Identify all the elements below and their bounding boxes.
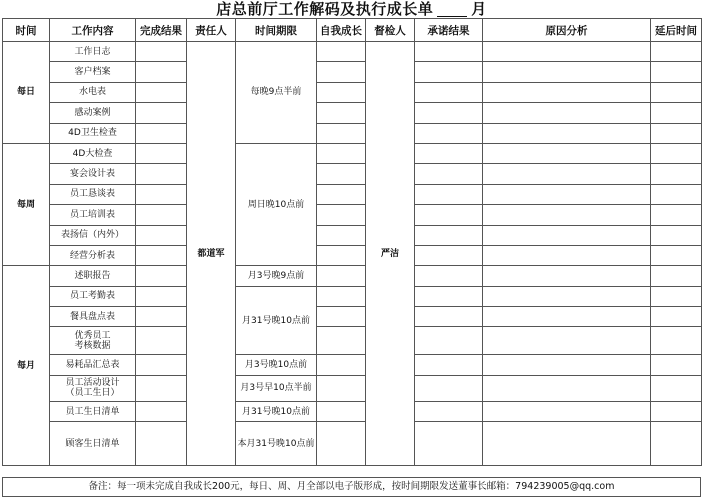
result-cell[interactable] [136, 143, 187, 163]
promise-cell[interactable] [415, 307, 483, 327]
result-cell[interactable] [136, 123, 187, 143]
table-row [3, 307, 702, 327]
task-cell: 员工恳谈表 [50, 184, 136, 204]
table-row [3, 164, 702, 184]
header-row [3, 19, 702, 42]
promise-cell[interactable] [415, 245, 483, 265]
delay-cell[interactable] [651, 103, 702, 123]
self-growth-cell[interactable] [317, 123, 366, 143]
self-growth-cell[interactable] [317, 355, 366, 375]
cause-cell[interactable] [483, 103, 651, 123]
cause-cell[interactable] [483, 375, 651, 401]
result-cell[interactable] [136, 245, 187, 265]
table-row [3, 103, 702, 123]
cause-cell[interactable] [483, 123, 651, 143]
cause-cell[interactable] [483, 266, 651, 286]
task-cell: 餐具盘点表 [50, 307, 136, 327]
deadline-m5: 月31号晚10点前 [236, 401, 317, 421]
self-growth-cell[interactable] [317, 375, 366, 401]
delay-cell[interactable] [651, 42, 702, 62]
cause-cell[interactable] [483, 164, 651, 184]
delay-cell[interactable] [651, 286, 702, 306]
delay-cell[interactable] [651, 62, 702, 82]
table-row [3, 375, 702, 401]
result-cell[interactable] [136, 103, 187, 123]
cause-cell[interactable] [483, 82, 651, 102]
delay-cell[interactable] [651, 375, 702, 401]
promise-cell[interactable] [415, 401, 483, 421]
self-growth-cell[interactable] [317, 225, 366, 245]
task-cell: 宴会设计表 [50, 164, 136, 184]
result-cell[interactable] [136, 62, 187, 82]
inspector-cell: 严洁 [366, 42, 415, 466]
promise-cell[interactable] [415, 327, 483, 355]
result-cell[interactable] [136, 307, 187, 327]
task-cell: 经营分析表 [50, 245, 136, 265]
table-row [3, 266, 702, 286]
cause-cell[interactable] [483, 355, 651, 375]
cause-cell[interactable] [483, 286, 651, 306]
deadline-m1: 月3号晚9点前 [236, 266, 317, 286]
table-row [3, 245, 702, 265]
self-growth-cell[interactable] [317, 286, 366, 306]
table-row [3, 401, 702, 421]
task-cell: 水电表 [50, 82, 136, 102]
group-weekly: 每周 [3, 143, 50, 265]
result-cell[interactable] [136, 42, 187, 62]
cause-cell[interactable] [483, 143, 651, 163]
table-row [3, 123, 702, 143]
promise-cell[interactable] [415, 123, 483, 143]
task-cell: 4D大检查 [50, 143, 136, 163]
task-cell: 4D卫生检查 [50, 123, 136, 143]
delay-cell[interactable] [651, 123, 702, 143]
cause-cell[interactable] [483, 245, 651, 265]
promise-cell[interactable] [415, 184, 483, 204]
table-row [3, 205, 702, 225]
self-growth-cell[interactable] [317, 103, 366, 123]
header-deadline: 时间期限 [236, 19, 317, 42]
self-growth-cell[interactable] [317, 82, 366, 102]
task-cell: 员工生日清单 [50, 401, 136, 421]
task-cell: 工作日志 [50, 42, 136, 62]
deadline-weekly: 周日晚10点前 [236, 143, 317, 265]
table-row [3, 82, 702, 102]
deadline-m6: 本月31号晚10点前 [236, 422, 317, 466]
responsible-cell: 都道军 [187, 42, 236, 466]
cause-cell[interactable] [483, 327, 651, 355]
promise-cell[interactable] [415, 286, 483, 306]
header-promise: 承诺结果 [415, 19, 483, 42]
self-growth-cell[interactable] [317, 327, 366, 355]
promise-cell[interactable] [415, 422, 483, 466]
promise-cell[interactable] [415, 62, 483, 82]
self-growth-cell[interactable] [317, 42, 366, 62]
result-cell[interactable] [136, 205, 187, 225]
cause-cell[interactable] [483, 62, 651, 82]
self-growth-cell[interactable] [317, 164, 366, 184]
promise-cell[interactable] [415, 164, 483, 184]
header-inspector: 督检人 [366, 19, 415, 42]
table-row [3, 143, 702, 163]
delay-cell[interactable] [651, 307, 702, 327]
result-cell[interactable] [136, 164, 187, 184]
table-row [3, 225, 702, 245]
page-title [0, 0, 703, 18]
deadline-m3: 月3号晚10点前 [236, 355, 317, 375]
delay-cell[interactable] [651, 266, 702, 286]
table-row [3, 62, 702, 82]
self-growth-cell[interactable] [317, 422, 366, 466]
cause-cell[interactable] [483, 184, 651, 204]
result-cell[interactable] [136, 355, 187, 375]
delay-cell[interactable] [651, 355, 702, 375]
task-table [2, 18, 702, 466]
title-text: 店总前厅工作解码及执行成长单 [216, 0, 434, 18]
promise-cell[interactable] [415, 225, 483, 245]
month-blank[interactable] [437, 4, 467, 17]
task-cell: 员工考勤表 [50, 286, 136, 306]
result-cell[interactable] [136, 225, 187, 245]
cause-cell[interactable] [483, 225, 651, 245]
header-delay: 延后时间 [651, 19, 702, 42]
table-row [3, 42, 702, 62]
task-cell: 感动案例 [50, 103, 136, 123]
result-cell[interactable] [136, 401, 187, 421]
promise-cell[interactable] [415, 266, 483, 286]
delay-cell[interactable] [651, 184, 702, 204]
header-cause: 原因分析 [483, 19, 651, 42]
cause-cell[interactable] [483, 422, 651, 466]
cause-cell[interactable] [483, 42, 651, 62]
delay-cell[interactable] [651, 327, 702, 355]
cause-cell[interactable] [483, 401, 651, 421]
task-cell: 顾客生日清单 [50, 422, 136, 466]
table-row [3, 327, 702, 355]
task-cell: 员工活动设计 （员工生日） [50, 375, 136, 401]
group-daily: 每日 [3, 42, 50, 144]
delay-cell[interactable] [651, 422, 702, 466]
header-content: 工作内容 [50, 19, 136, 42]
result-cell[interactable] [136, 375, 187, 401]
delay-cell[interactable] [651, 82, 702, 102]
promise-cell[interactable] [415, 375, 483, 401]
result-cell[interactable] [136, 266, 187, 286]
table-row [3, 184, 702, 204]
result-cell[interactable] [136, 184, 187, 204]
result-cell[interactable] [136, 82, 187, 102]
table-row [3, 422, 702, 466]
header-self-growth: 自我成长 [317, 19, 366, 42]
promise-cell[interactable] [415, 42, 483, 62]
self-growth-cell[interactable] [317, 205, 366, 225]
header-result: 完成结果 [136, 19, 187, 42]
table-row [3, 355, 702, 375]
result-cell[interactable] [136, 422, 187, 466]
self-growth-cell[interactable] [317, 401, 366, 421]
header-responsible: 责任人 [187, 19, 236, 42]
task-cell: 优秀员工 考核数据 [50, 327, 136, 355]
group-monthly: 每月 [3, 266, 50, 466]
task-cell: 述职报告 [50, 266, 136, 286]
self-growth-cell[interactable] [317, 62, 366, 82]
promise-cell[interactable] [415, 143, 483, 163]
title-month: 月 [471, 0, 487, 18]
delay-cell[interactable] [651, 401, 702, 421]
self-growth-cell[interactable] [317, 143, 366, 163]
deadline-m2: 月31号晚10点前 [236, 286, 317, 355]
promise-cell[interactable] [415, 103, 483, 123]
delay-cell[interactable] [651, 225, 702, 245]
deadline-daily: 每晚9点半前 [236, 42, 317, 144]
header-time: 时间 [3, 19, 50, 42]
promise-cell[interactable] [415, 355, 483, 375]
task-cell: 客户档案 [50, 62, 136, 82]
result-cell[interactable] [136, 286, 187, 306]
cause-cell[interactable] [483, 307, 651, 327]
promise-cell[interactable] [415, 205, 483, 225]
delay-cell[interactable] [651, 143, 702, 163]
delay-cell[interactable] [651, 205, 702, 225]
deadline-m4: 月3号早10点半前 [236, 375, 317, 401]
task-cell: 易耗品汇总表 [50, 355, 136, 375]
cause-cell[interactable] [483, 205, 651, 225]
self-growth-cell[interactable] [317, 184, 366, 204]
footer-note: 备注：每一项未完成自我成长200元，每日、周、月全部以电子版形成，按时间期限发送董事长邮箱：794239005@qq.com [2, 477, 701, 497]
result-cell[interactable] [136, 327, 187, 355]
self-growth-cell[interactable] [317, 245, 366, 265]
self-growth-cell[interactable] [317, 266, 366, 286]
delay-cell[interactable] [651, 245, 702, 265]
table-row [3, 286, 702, 306]
delay-cell[interactable] [651, 164, 702, 184]
promise-cell[interactable] [415, 82, 483, 102]
task-cell: 员工培训表 [50, 205, 136, 225]
self-growth-cell[interactable] [317, 307, 366, 327]
task-cell: 表扬信（内外） [50, 225, 136, 245]
